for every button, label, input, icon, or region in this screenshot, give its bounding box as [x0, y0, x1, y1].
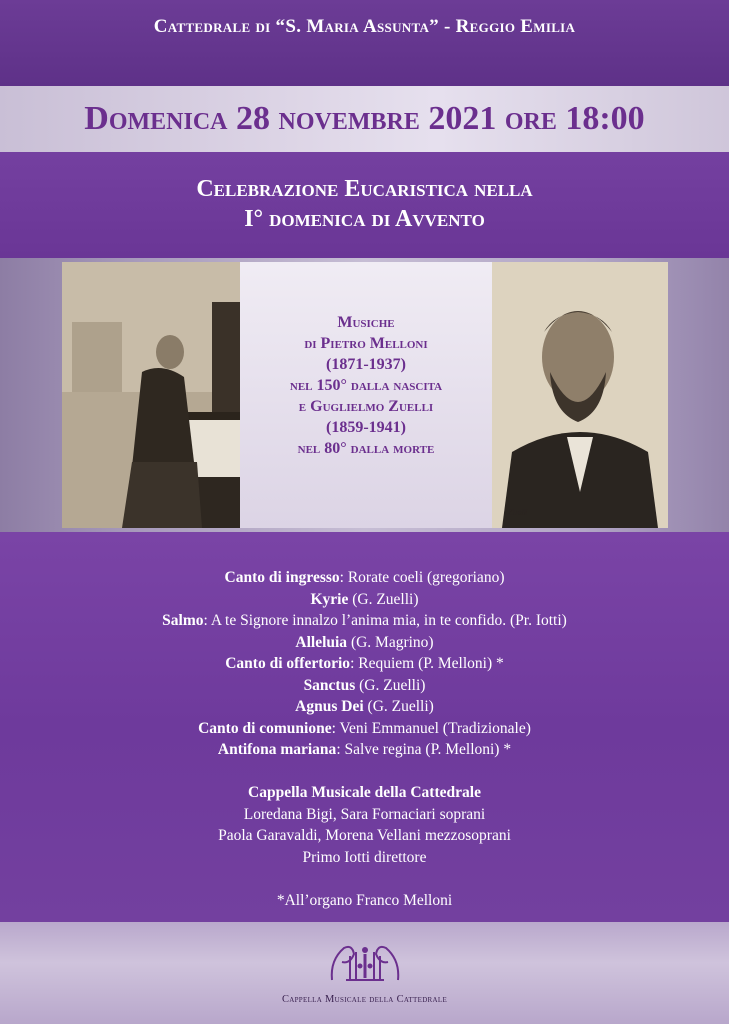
- program-item: Canto di ingresso: Rorate coeli (gregoriano): [224, 569, 505, 586]
- music-line: (1859-1941): [326, 419, 406, 436]
- program-item: Sanctus (G. Zuelli): [303, 676, 426, 694]
- program-item: Canto di offertorio: Requiem (P. Melloni) *: [225, 655, 504, 672]
- cappella-logo-icon: [322, 940, 408, 986]
- event-date: Domenica 28 novembre 2021 ore 18:00: [84, 100, 645, 137]
- music-line: e Guglielmo Zuelli: [298, 398, 434, 415]
- performer-line: Paola Garavaldi, Morena Vellani mezzosoprani: [218, 827, 511, 844]
- celebration-title: [0, 174, 729, 234]
- header-band: [0, 0, 729, 86]
- program-item: Salmo: A te Signore innalzo l’anima mia, in te confido. (Pr. Iotti): [162, 612, 567, 629]
- program-item: Canto di comunione: Veni Emmanuel (Tradizionale): [198, 719, 531, 737]
- portrait-illustration: [492, 262, 668, 528]
- ensemble-title: Cappella Musicale della Cattedrale: [248, 784, 481, 801]
- celebration-line-1: Celebrazione Eucaristica nella: [196, 176, 533, 202]
- music-line: nel 150° dalla nascita: [289, 377, 443, 394]
- portrait-signature: Zuelli: [508, 508, 528, 517]
- pianist-illustration: [62, 262, 240, 528]
- cathedral-title: Cattedrale di “S. Maria Assunta” - Reggio Emilia: [153, 16, 576, 37]
- celebration-line-2: I° domenica di Avvento: [244, 206, 485, 232]
- music-line: (1871-1937): [326, 356, 406, 373]
- program-list: [0, 567, 729, 911]
- program-item: Alleluia (G. Magrino): [295, 633, 434, 651]
- performer-line: Loredana Bigi, Sara Fornaciari soprani: [243, 805, 486, 823]
- organ-note: *All’organo Franco Melloni: [276, 891, 453, 909]
- music-line: di Pietro Melloni: [304, 335, 428, 352]
- footer-label: Cappella Musicale della Cattedrale: [281, 994, 448, 1005]
- spacer: [0, 868, 729, 890]
- music-info-text: [240, 312, 492, 459]
- music-line: nel 80° dalla morte: [297, 440, 435, 457]
- pianist-photo: [62, 262, 240, 528]
- music-line: Musiche: [337, 314, 395, 331]
- program-item: Agnus Dei (G. Zuelli): [295, 698, 434, 715]
- program-item: Antifona mariana: Salve regina (P. Melloni) *: [217, 741, 512, 758]
- performer-line: Primo Iotti direttore: [302, 848, 427, 866]
- spacer: [0, 761, 729, 783]
- portrait-photo: [492, 262, 668, 528]
- program-item: Kyrie (G. Zuelli): [310, 590, 419, 608]
